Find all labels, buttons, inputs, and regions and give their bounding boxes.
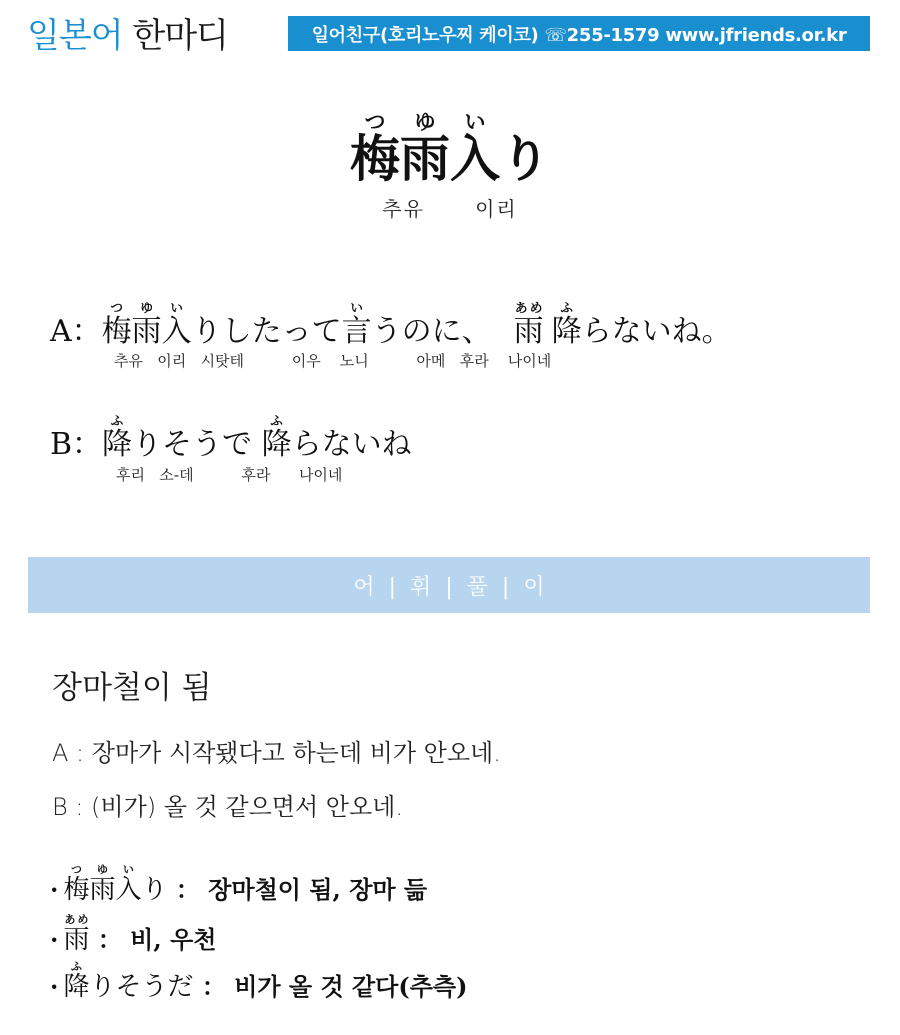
dialog-line-b [50, 413, 412, 463]
dialog-a-reading: 추유 이리 시탓테 이우 노니 아메 후라 나이네 [114, 352, 552, 370]
dialog-b-japanese: 降ふりそうで 降ふらないね [102, 413, 412, 462]
dialog-a-japanese: 梅雨つゆ入いりしたって言いうのに、 雨あめ降ふらないね。 [101, 300, 732, 349]
dialog-b-reading: 후리 소-데 후라 나이네 [116, 466, 343, 484]
main-title-japanese: 梅雨つゆ入いり [350, 109, 550, 188]
header-title-blue: 일본어 [27, 16, 123, 56]
contact-bar: 일어친구(호리노우찌 케이코) ☏255-1579 www.jfriends.or.kr [288, 16, 870, 51]
main-title-reading: 추유 이리 [382, 197, 518, 221]
header-title-dark: 한마디 [132, 16, 228, 56]
translation-a: A : 장마가 시작됐다고 하는데 비가 안오네. [52, 739, 501, 767]
vocab-item-furisouda: · 降ふりそうだ ： 비가 올 것 같다(추측) [50, 960, 468, 1002]
main-title [0, 110, 900, 222]
vocab-item-ame: · 雨あめ ： 비, 우천 [50, 913, 217, 955]
dialog-line-a [50, 300, 732, 350]
translation-b: B : (비가) 올 것 같으면서 안오네. [52, 793, 403, 821]
speaker-a: A： [50, 314, 102, 349]
page-header-title [27, 8, 228, 57]
translation-heading: 장마철이 됨 [52, 670, 212, 706]
speaker-b: B： [50, 427, 103, 462]
vocab-item-tsuyuiri: · 梅雨つゆ入いり ： 장마철이 됨, 장마 듦 [50, 863, 428, 905]
vocab-section-band: 어 | 휘 | 풀 | 이 [28, 557, 870, 613]
ruby-i: い [450, 109, 500, 134]
ruby-tsuyu: つゆ [350, 109, 450, 134]
